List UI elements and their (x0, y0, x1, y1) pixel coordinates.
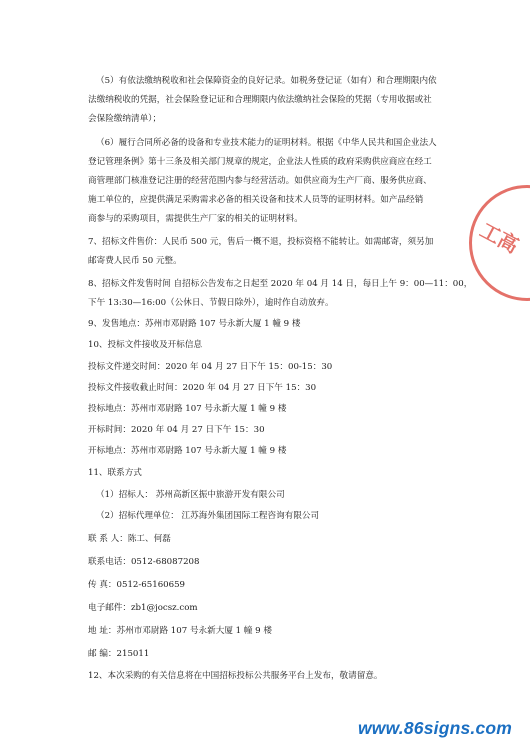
seal-text: 工高 (476, 217, 523, 258)
contact-fax: 传 真：0512-65160659 (88, 580, 186, 590)
watermark: www.86signs.com (358, 718, 513, 738)
contact-person: 联 系 人：陈工、何磊 (88, 534, 171, 544)
section-6-line-3: 商管理部门核准登记注册的经营范围内参与经营活动。如供应商为生产厂商、服务供应商、 (88, 176, 432, 186)
contact-email: 电子邮件：zb1@jocsz.com (88, 603, 198, 613)
contact-phone: 联系电话：0512-68087208 (88, 557, 200, 567)
tender-agent: （2）招标代理单位： 江苏海外集团国际工程咨询有限公司 (96, 511, 320, 521)
tenderer: （1）招标人： 苏州高新区振中旅游开发有限公司 (96, 490, 285, 500)
submit-start-time: 投标文件递交时间：2020 年 04 月 27 日下午 15：00-15：30 (88, 362, 333, 372)
section-6-line-1: （6）履行合同所必备的设备和专业技术能力的证明材料。根据《中华人民共和国企业法人 (96, 138, 437, 148)
section-7-line-2: 邮寄费人民币 50 元整。 (88, 256, 182, 266)
contact-address: 地 址：苏州市邓尉路 107 号永新大厦 1 幢 9 楼 (88, 626, 272, 636)
section-9: 9、发售地点：苏州市邓尉路 107 号永新大厦 1 幢 9 楼 (88, 319, 301, 329)
section-12: 12、本次采购的有关信息将在中国招标投标公共服务平台上发布，敬请留意。 (88, 671, 383, 681)
section-6-line-4: 施工单位的，应提供满足采购需求必备的相关设备和技术人员等的证明材料。如产品经销 (88, 195, 424, 205)
contact-postcode: 邮 编：215011 (88, 649, 150, 659)
section-7-line-1: 7、招标文件售价：人民币 500 元，售后一概不退，投标资格不能转让。如需邮寄，须另加 (88, 237, 434, 247)
submit-deadline: 投标文件接收截止时间：2020 年 04 月 27 日下午 15：30 (88, 383, 317, 393)
section-5-line-2: 法缴纳税收的凭据，社会保险登记证和合理期限内依法缴纳社会保险的凭据（专用收据或社 (88, 95, 432, 105)
section-6-line-5: 商参与的采购项目，需提供生产厂家的相关的证明材料。 (88, 214, 303, 224)
section-11-title: 11、联系方式 (88, 468, 142, 478)
open-time: 开标时间：2020 年 04 月 27 日下午 15：30 (88, 425, 265, 435)
section-10-title: 10、投标文件接收及开标信息 (88, 340, 203, 350)
section-8-line-1: 8、招标文件发售时间 自招标公告发布之日起至 2020 年 04 月 14 日，每日上午 9：00—11：00， (88, 279, 473, 289)
section-5-line-1: （5）有依法缴纳税收和社会保障资金的良好记录。如税务登记证（如有）和合理期限内依 (96, 76, 437, 86)
section-6-line-2: 登记管理条例》第十三条及相关部门规章的规定，企业法人性质的政府采购供应商应在经工 (88, 157, 432, 167)
submit-place: 投标地点：苏州市邓尉路 107 号永新大厦 1 幢 9 楼 (88, 404, 287, 414)
section-8-line-2: 下午 13:30—16:00（公休日、节假日除外），逾时作自动放弃。 (88, 298, 334, 308)
open-place: 开标地点：苏州市邓尉路 107 号永新大厦 1 幢 9 楼 (88, 446, 287, 456)
section-5-line-3: 会保险缴纳清单）； (88, 114, 162, 124)
